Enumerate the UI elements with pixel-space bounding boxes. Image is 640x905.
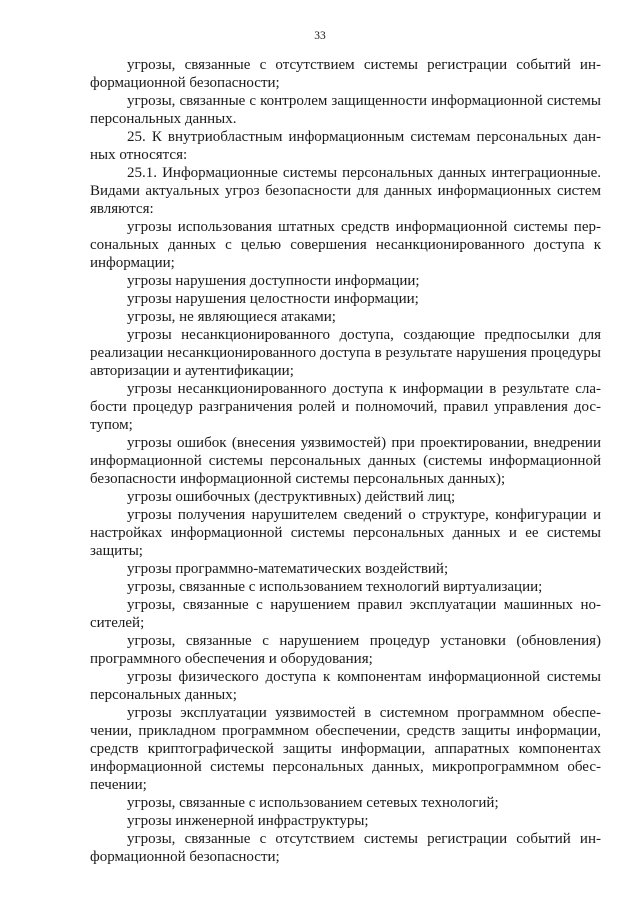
list-item: угрозы, не являющиеся атаками; [127, 309, 336, 325]
list-item: угрозы, связанные с нарушением правил эксплуатации машинных носителей; [90, 597, 601, 631]
list-item: угрозы, связанные с нарушением процедур установки (обновления) программного обеспечения и оборудования; [90, 633, 601, 667]
list-item: угрозы, связанные с использованием технологий виртуализации; [127, 579, 543, 595]
list-item: угрозы несанкционированного доступа, создающие предпосылки для реализации несанкционированного доступа в результате нарушения процедуры авторизации и аутентификации; [90, 327, 601, 379]
list-item: угрозы физического доступа к компонентам информационной системы персональных данных; [90, 669, 601, 703]
paragraph: угрозы, связанные с отсутствием системы регистрации событий информационной безопасности; [90, 57, 601, 91]
list-item: угрозы, связанные с использованием сетевых технологий; [127, 795, 499, 811]
list-item: угрозы несанкционированного доступа к информации в результате слабости процедур разграничения ролей и полномочий, правил управления доступом; [90, 381, 601, 433]
list-item: угрозы использования штатных средств информационной системы персональных данных с целью совершения несанкционированного доступа к информации; [90, 219, 601, 271]
list-item: угрозы нарушения доступности информации; [127, 273, 420, 289]
section-heading-25: 25. К внутриобластным информационным системам персональных данных относятся: [90, 129, 601, 163]
list-item: угрозы, связанные с отсутствием системы регистрации событий информационной безопасности; [90, 831, 601, 865]
list-item: угрозы нарушения целостности информации; [127, 291, 419, 307]
list-item: угрозы программно-математических воздействий; [127, 561, 449, 577]
list-item: угрозы инженерной инфраструктуры; [127, 813, 369, 829]
document-body [90, 56, 601, 866]
list-item: угрозы ошибок (внесения уязвимостей) при проектировании, внедрении информационной системы персональных данных (системы информационной безопасности информационной системы персональных данных); [90, 435, 601, 487]
list-item: угрозы ошибочных (деструктивных) действий лиц; [127, 489, 456, 505]
subsection-25-1: 25.1. Информационные системы персональных данных интеграционные. Видами актуальных угроз безопасности для данных информационных систем являются: [90, 165, 601, 217]
paragraph: угрозы, связанные с контролем защищенности информационной системы персональных данных. [90, 93, 601, 127]
list-item: угрозы эксплуатации уязвимостей в системном программном обеспечении, прикладном программном обеспечении, средств защиты информации, средств криптографической защиты информации, аппаратных компонентах информационной системы персональных данных, микропрограммном обеспечении; [90, 705, 601, 793]
page-number: 33 [314, 30, 326, 42]
list-item: угрозы получения нарушителем сведений о структуре, конфигурации и настройках информационной системы персональных данных и ее системы защиты; [90, 507, 601, 559]
